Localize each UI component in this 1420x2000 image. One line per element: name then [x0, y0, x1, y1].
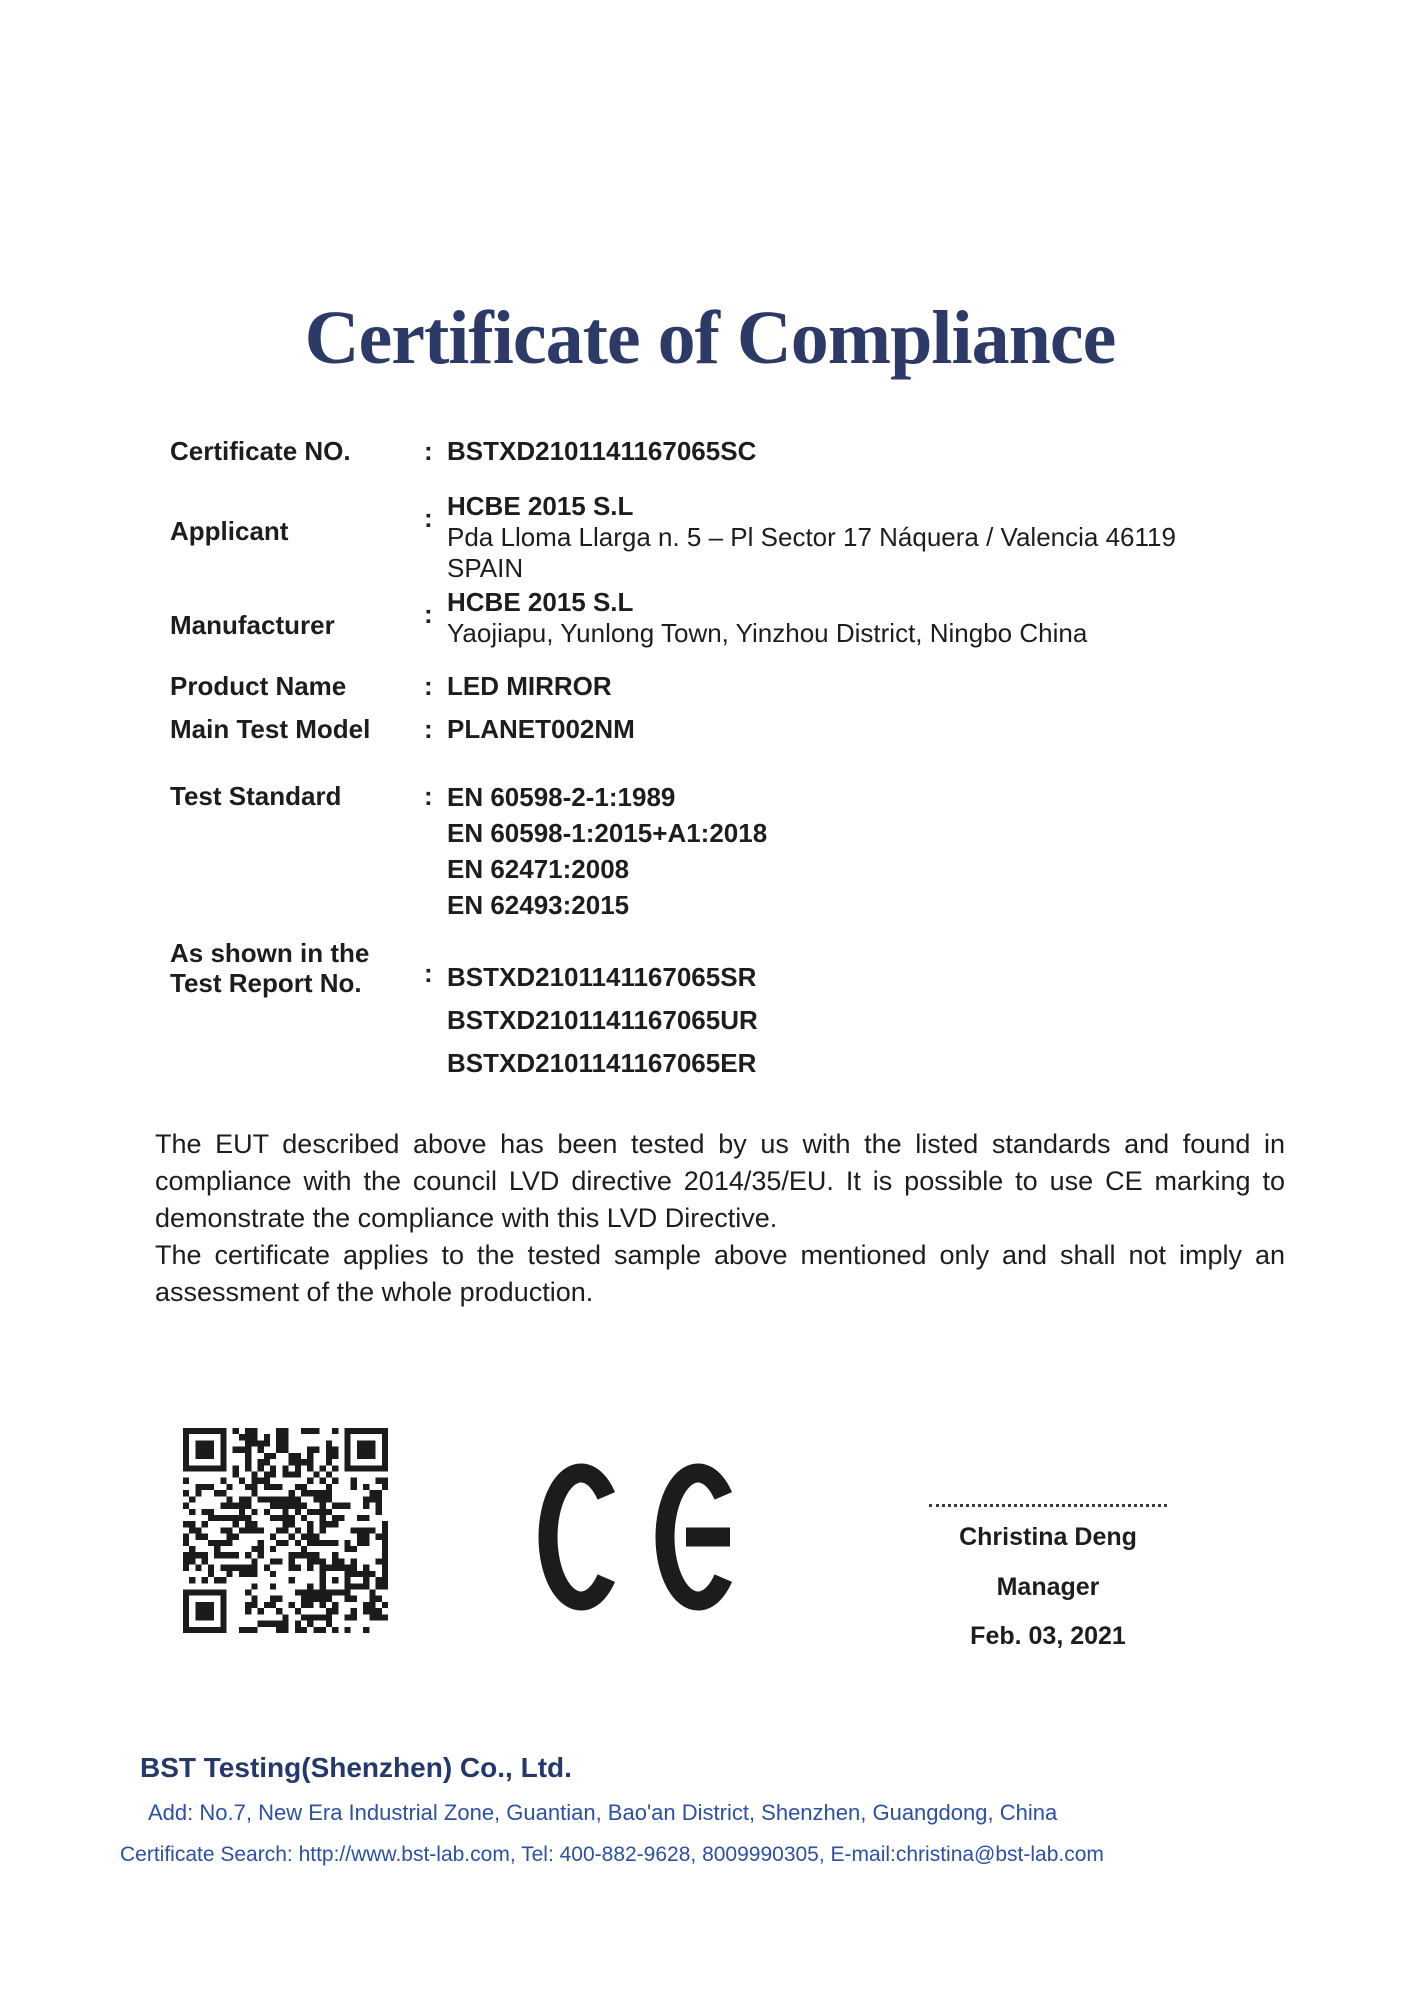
manufacturer-value	[447, 587, 1087, 649]
qr-code	[183, 1428, 388, 1633]
statement-block	[155, 1126, 1285, 1311]
test-report-label-line1: As shown in the	[170, 938, 370, 968]
certificate-title: Certificate of Compliance	[304, 296, 1116, 380]
colon: :	[424, 436, 433, 466]
test-standard-item: EN 62493:2015	[447, 890, 630, 920]
applicant-address-line2: SPAIN	[447, 553, 524, 583]
colon: :	[424, 671, 433, 701]
main-test-model-value: PLANET002NM	[447, 714, 635, 744]
footer-company: BST Testing(Shenzhen) Co., Ltd.	[140, 1752, 572, 1783]
signature-date: Feb. 03, 2021	[970, 1622, 1126, 1650]
footer-contact: Certificate Search: http://www.bst-lab.com, Tel: 400-882-9628, 8009990305, E-mail:christina@bst-lab.com	[120, 1843, 1104, 1866]
test-report-item: BSTXD2101141167065ER	[447, 1048, 757, 1078]
colon: :	[424, 714, 433, 744]
manufacturer-address: Yaojiapu, Yunlong Town, Yinzhou District, Ningbo China	[447, 618, 1088, 648]
signatory-role: Manager	[996, 1573, 1100, 1601]
test-standard-label: Test Standard	[170, 781, 342, 811]
applicant-value	[447, 491, 1176, 584]
test-report-label-line2: Test Report No.	[170, 968, 362, 998]
product-name-label: Product Name	[170, 671, 347, 701]
test-report-item: BSTXD2101141167065SR	[447, 962, 757, 992]
test-report-item: BSTXD2101141167065UR	[447, 1005, 758, 1035]
applicant-address-line1: Pda Lloma Llarga n. 5 – Pl Sector 17 Náquera / Valencia 46119	[447, 522, 1176, 552]
product-name-value: LED MIRROR	[447, 671, 612, 701]
colon: :	[424, 958, 433, 988]
certificate-no-label: Certificate NO.	[170, 436, 351, 466]
statement-paragraph-2: The certificate applies to the tested sample above mentioned only and shall not imply an assessment of the whole production.	[155, 1240, 1285, 1307]
colon: :	[424, 781, 433, 811]
applicant-name: HCBE 2015 S.L	[447, 491, 634, 521]
signature-line	[929, 1504, 1167, 1507]
main-test-model-label: Main Test Model	[170, 714, 371, 744]
colon: :	[424, 503, 433, 533]
statement-paragraph-1: The EUT described above has been tested by us with the listed standards and found in compliance with the council LVD directive 2014/35/EU. It is possible to use CE marking to demonstrate the compliance with this LVD Directive.	[155, 1129, 1285, 1233]
signature-block	[923, 1504, 1173, 1651]
test-standard-item: EN 62471:2008	[447, 854, 630, 884]
certificate-no-value: BSTXD2101141167065SC	[447, 436, 757, 466]
ce-mark-icon	[538, 1462, 745, 1617]
manufacturer-label: Manufacturer	[170, 610, 335, 640]
manufacturer-name: HCBE 2015 S.L	[447, 587, 634, 617]
footer-address: Add: No.7, New Era Industrial Zone, Guantian, Bao'an District, Shenzhen, Guangdong, China	[148, 1800, 1058, 1825]
test-standard-item: EN 60598-2-1:1989	[447, 782, 676, 812]
test-report-label	[170, 938, 369, 998]
test-standard-list	[447, 779, 767, 923]
test-report-list	[447, 956, 758, 1085]
applicant-label: Applicant	[170, 516, 289, 546]
signatory-name: Christina Deng	[959, 1523, 1137, 1551]
colon: :	[424, 599, 433, 629]
test-standard-item: EN 60598-1:2015+A1:2018	[447, 818, 768, 848]
